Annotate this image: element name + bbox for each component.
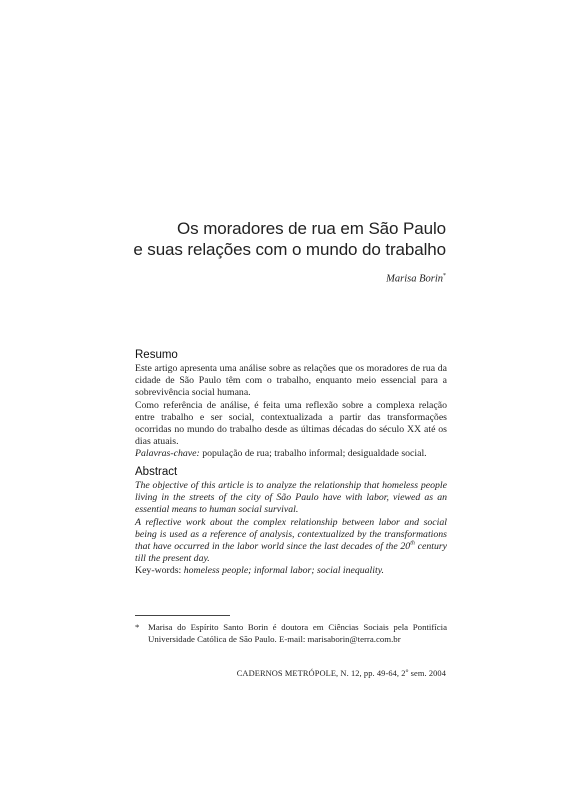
- author-footnote-mark: *: [443, 273, 446, 279]
- abstract-section: [135, 465, 447, 578]
- resumo-keywords-label: Palavras-chave:: [135, 448, 200, 460]
- abstract-heading: Abstract: [135, 466, 178, 478]
- abstract-keywords: [135, 565, 447, 577]
- abstract-keywords-label: Key-words:: [135, 565, 184, 577]
- resumo-heading: Resumo: [135, 349, 178, 361]
- abstract-paragraph-2-a: A reflective work about the complex relationship between labor and social being is used as a reference of analysis, contextualized by the transformations that have occurred in the labor world since the last decades of the 20: [135, 516, 447, 553]
- running-footer: [237, 668, 446, 678]
- footnote-mark: *: [135, 622, 140, 632]
- title-line-2: e suas relações com o mundo do trabalho: [133, 240, 446, 259]
- title-line-1: Os moradores de rua em São Paulo: [177, 219, 446, 238]
- footnote-separator: [135, 615, 230, 616]
- running-footer-a: CADERNOS METRÓPOLE, N. 12, pp. 49-64, 2: [236, 668, 406, 678]
- abstract-paragraph-2: [135, 517, 447, 566]
- abstract-paragraph-2-sup: th: [410, 540, 415, 547]
- author-name: Marisa Borin: [386, 273, 443, 285]
- abstract-paragraph-1: The objective of this article is to analyze the relationship that homeless people living in the streets of the city of São Paulo have with labor, viewed as an essential means to human social survival.: [135, 480, 447, 516]
- abstract-keywords-text: homeless people; informal labor; social inequality.: [183, 565, 384, 577]
- resumo-keywords-text: população de rua; trabalho informal; desigualdade social.: [199, 448, 427, 460]
- resumo-paragraph-2: Como referência de análise, é feita uma reflexão sobre a complexa relação entre trabalho e ser social, contextualizada a partir das transformações ocorridas no mundo do trabalho desde as últimas décadas do século XX até os dias atuais.: [135, 399, 447, 448]
- resumo-section: [135, 348, 447, 461]
- footnote-text: Marisa do Espírito Santo Borin é doutora em Ciências Sociais pela Pontifícia Universidade Católica de São Paulo. E-mail: marisaborin@terra.com.br: [148, 622, 447, 644]
- resumo-keywords: [135, 448, 447, 460]
- resumo-paragraph-1: Este artigo apresenta uma análise sobre as relações que os moradores de rua da cidade de São Paulo têm com o trabalho, enquanto meio essencial para a sobrevivência social humana.: [135, 363, 447, 399]
- running-footer-sup: o: [405, 668, 409, 674]
- abstract-paragraph-2-b: century till the present day.: [135, 541, 448, 565]
- footnote: [135, 622, 447, 645]
- author-byline: [386, 273, 446, 285]
- running-footer-b: sem. 2004: [408, 668, 446, 678]
- article-title: [106, 218, 446, 260]
